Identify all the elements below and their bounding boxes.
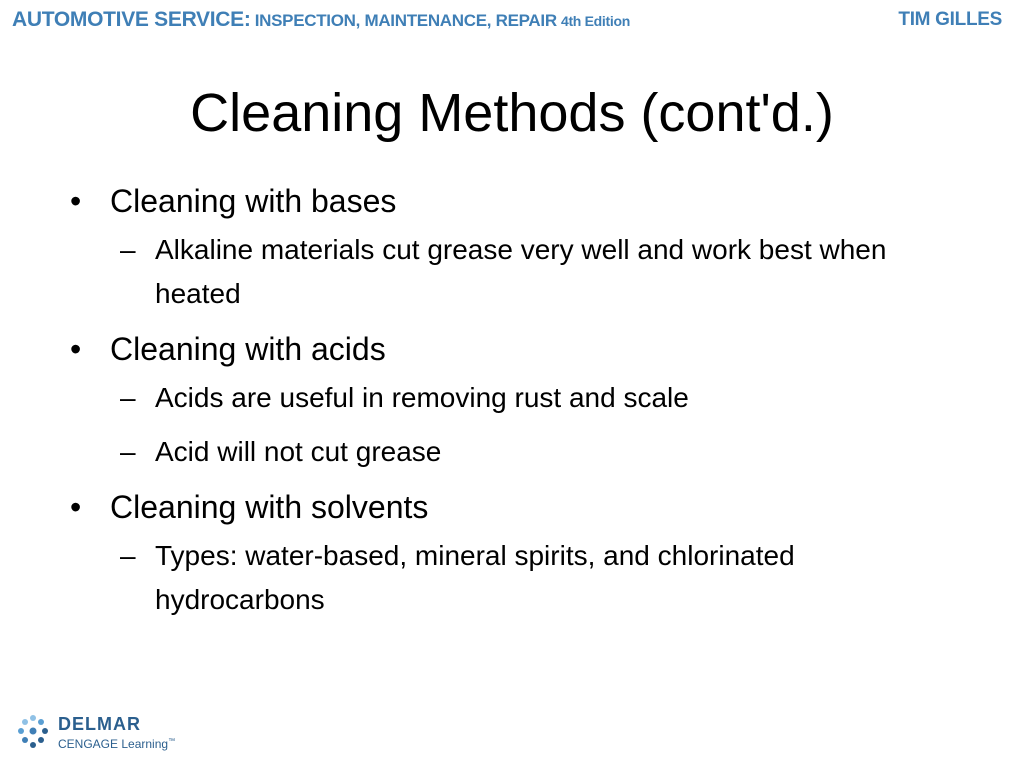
book-title-main: AUTOMOTIVE SERVICE: — [12, 8, 251, 31]
bullet-list — [70, 178, 970, 632]
dash-marker: – — [120, 540, 136, 571]
sub-bullet-text: Alkaline materials cut grease very well and work best when heated — [155, 234, 887, 309]
sub-bullet-text: Types: water-based, mineral spirits, and chlorinated hydrocarbons — [155, 540, 795, 615]
logo-tagline — [58, 734, 175, 752]
bullet-item — [70, 484, 970, 622]
sub-bullet-list — [110, 376, 970, 474]
author-name: TIM GILLES — [898, 9, 1002, 30]
sub-bullet-item — [110, 534, 970, 622]
bullet-marker: • — [70, 331, 82, 367]
sub-bullet-item — [110, 376, 970, 420]
sub-bullet-text: Acids are useful in removing rust and scale — [155, 382, 689, 413]
bullet-item — [70, 178, 970, 316]
delmar-cengage-logo — [16, 714, 196, 754]
bullet-text: Cleaning with acids — [110, 331, 386, 367]
bullet-text: Cleaning with solvents — [110, 489, 429, 525]
book-edition: 4th Edition — [560, 13, 630, 29]
dash-marker: – — [120, 234, 136, 265]
logo-name: DELMAR — [58, 714, 141, 734]
sub-bullet-text: Acid will not cut grease — [155, 436, 442, 467]
logo-trademark: ™ — [168, 738, 176, 745]
logo-tagline-text: CENGAGE Learning — [58, 737, 169, 751]
dash-marker: – — [120, 382, 136, 413]
sub-bullet-list — [110, 534, 970, 622]
sub-bullet-item — [110, 430, 970, 474]
sub-bullet-list — [110, 228, 970, 316]
header-bar — [0, 0, 1024, 42]
slide-title: Cleaning Methods (cont'd.) — [190, 83, 834, 143]
bullet-item — [70, 326, 970, 474]
bullet-marker: • — [70, 183, 82, 219]
book-title — [12, 8, 630, 32]
delmar-logo-icon — [16, 714, 50, 750]
bullet-marker: • — [70, 489, 82, 525]
bullet-text: Cleaning with bases — [110, 183, 397, 219]
book-title-subtitle: INSPECTION, MAINTENANCE, REPAIR — [254, 11, 557, 30]
dash-marker: – — [120, 436, 136, 467]
sub-bullet-item — [110, 228, 970, 316]
